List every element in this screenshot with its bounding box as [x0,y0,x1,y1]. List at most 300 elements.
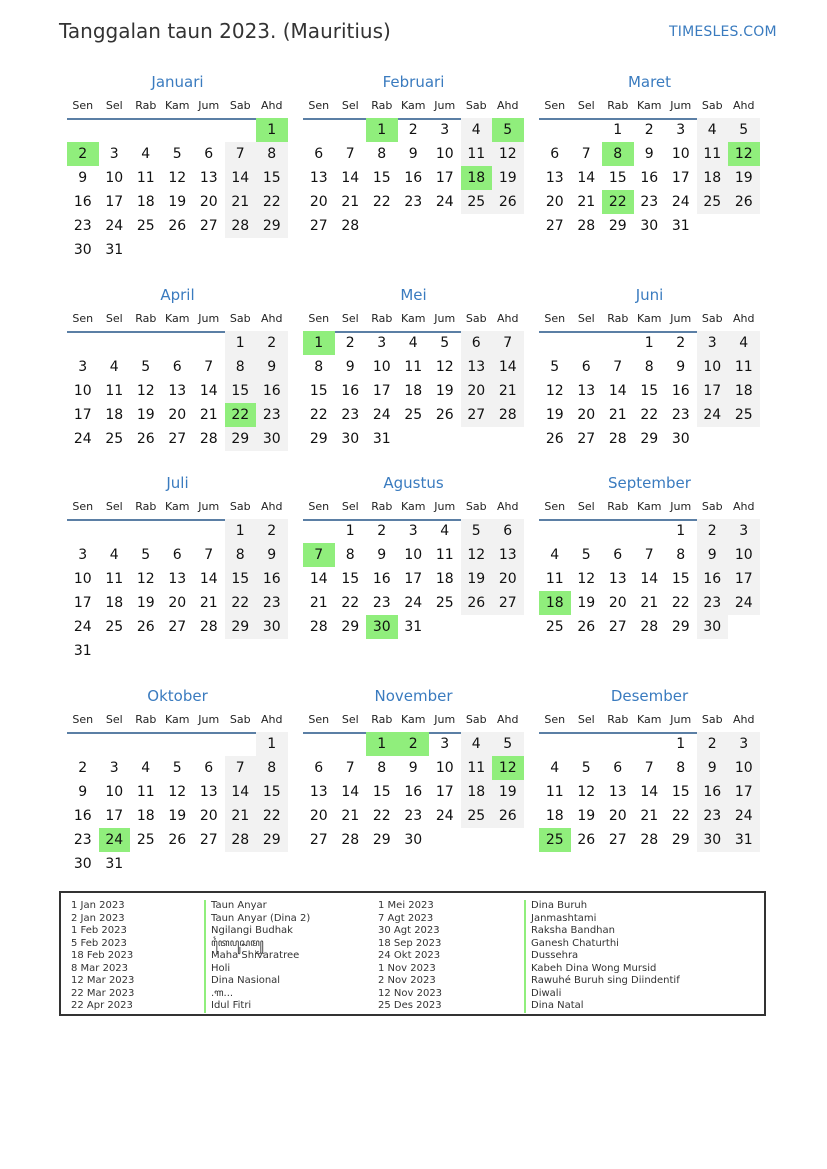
day-cell: 4 [141,146,151,162]
weekday-label: Rab [371,500,393,513]
legend-holiday-name: Dina Natal [524,1000,680,1013]
day-cell: 17 [372,383,391,399]
day-cell: 26 [168,832,187,848]
day-cell: 13 [461,355,493,379]
day-cell: 26 [577,619,596,635]
holiday-day-cell: 22 [225,403,257,427]
day-cell: 18 [697,166,729,190]
day-cell: 8 [314,359,324,375]
day-cell: 27 [461,403,493,427]
weekday-label: Sen [72,312,94,325]
legend-date: 30 Agt 2023 [378,925,440,936]
day-cell: 23 [341,407,360,423]
day-cell: 20 [577,407,596,423]
month-name: Desember [610,687,689,705]
day-cell: 16 [671,383,690,399]
day-cell: 3 [109,760,119,776]
day-cell: 27 [492,591,524,615]
day-cell: 9 [256,543,288,567]
day-cell: 6 [172,359,182,375]
day-cell: 2 [644,122,654,138]
weekday-label: Ahd [733,500,755,513]
legend-date: 8 Mar 2023 [71,962,129,974]
day-cell: 8 [225,543,257,567]
day-cell: 23 [256,403,288,427]
day-cell: 9 [676,359,686,375]
holiday-day-cell: 12 [728,142,760,166]
day-cell: 11 [461,756,493,780]
day-cell: 15 [225,567,257,591]
day-cell: 3 [676,122,686,138]
day-cell: 12 [577,784,596,800]
weekday-header [67,312,288,328]
holiday-day-cell: 22 [602,190,634,214]
day-cell: 16 [404,170,423,186]
legend-holiday-name: Taun Anyar (Dina 2) [204,913,310,926]
day-cell: 16 [256,567,288,591]
day-cell: 23 [404,194,423,210]
day-cell: 10 [105,784,124,800]
weekday-label: Sen [544,312,566,325]
day-cell: 23 [671,407,690,423]
day-cell: 22 [372,194,391,210]
day-cell: 14 [341,784,360,800]
day-cell: 28 [199,619,218,635]
weekday-label: Sab [229,500,251,513]
day-cell: 25 [136,218,155,234]
day-cell: 23 [372,595,391,611]
day-cell: 28 [640,619,659,635]
day-cell: 19 [136,407,155,423]
weekday-label: Ahd [497,500,519,513]
day-cell: 11 [136,784,155,800]
day-cell: 29 [640,431,659,447]
legend-holiday-name: Holi [204,963,310,976]
day-cell: 29 [225,615,257,639]
day-cell: 20 [608,595,627,611]
day-cell: 4 [141,760,151,776]
day-cell: 10 [671,146,690,162]
day-cell: 19 [435,383,454,399]
day-cell: 4 [109,547,119,563]
weekday-label: Jum [670,312,692,325]
day-cell: 20 [199,808,218,824]
day-cell: 30 [341,431,360,447]
day-cell: 5 [728,118,760,142]
day-cell: 23 [73,832,92,848]
day-cell: 18 [136,808,155,824]
day-cell: 27 [577,431,596,447]
weekday-label: Sab [465,312,487,325]
day-cell: 20 [199,194,218,210]
weekday-label: Jum [198,713,220,726]
day-cell: 5 [581,547,591,563]
day-cell: 6 [581,359,591,375]
day-cell: 1 [676,523,686,539]
day-cell: 22 [256,190,288,214]
legend-date: 24 Okt 2023 [378,950,441,961]
day-cell: 24 [404,595,423,611]
day-cell: 14 [225,166,257,190]
day-cell: 29 [372,832,391,848]
day-cell: 5 [581,760,591,776]
weekday-label: Kam [401,500,426,513]
day-cell: 27 [545,218,564,234]
weekday-label: Kam [165,312,190,325]
day-cell: 6 [204,146,214,162]
holiday-day-cell: 1 [256,118,288,142]
legend-date: 5 Feb 2023 [71,937,127,949]
day-cell: 14 [341,170,360,186]
day-cell: 29 [671,832,690,848]
day-cell: 17 [105,194,124,210]
weekday-label: Sel [577,500,595,513]
day-cell: 2 [697,732,729,756]
weekday-label: Jum [670,713,692,726]
day-cell: 13 [492,543,524,567]
day-cell: 14 [199,383,218,399]
day-cell: 30 [73,856,92,872]
day-cell: 1 [345,523,355,539]
day-cell: 6 [461,331,493,355]
day-cell: 19 [545,407,564,423]
day-cell: 13 [309,170,328,186]
day-cell: 4 [461,732,493,756]
day-cell: 8 [256,756,288,780]
day-cell: 13 [545,170,564,186]
weekday-header [67,99,288,115]
day-cell: 28 [309,619,328,635]
day-cell: 3 [78,359,88,375]
weekday-label: Jum [670,99,692,112]
day-cell: 6 [314,146,324,162]
day-cell: 24 [105,218,124,234]
day-cell: 20 [168,407,187,423]
day-cell: 7 [492,331,524,355]
day-cell: 21 [199,407,218,423]
day-cell: 31 [671,218,690,234]
legend-holiday-name: Maha Shivaratree [204,950,310,963]
day-cell: 19 [168,194,187,210]
day-cell: 23 [73,218,92,234]
weekday-header [539,500,760,516]
weekday-label: Ahd [733,312,755,325]
day-cell: 23 [697,804,729,828]
day-cell: 5 [141,359,151,375]
day-cell: 4 [550,547,560,563]
day-cell: 21 [640,595,659,611]
weekday-label: Ahd [261,312,283,325]
weekday-label: Sel [577,312,595,325]
day-cell: 26 [168,218,187,234]
day-cell: 29 [225,427,257,451]
day-cell: 10 [728,756,760,780]
day-cell: 7 [581,146,591,162]
month-name: November [374,687,453,705]
day-cell: 3 [728,732,760,756]
weekday-label: Jum [198,99,220,112]
weekday-label: Rab [135,713,157,726]
legend-date: 22 Apr 2023 [71,1000,133,1011]
day-cell: 23 [640,194,659,210]
day-cell: 1 [644,335,654,351]
day-cell: 31 [404,619,423,635]
weekday-label: Sab [229,713,251,726]
day-cell: 10 [697,355,729,379]
day-cell: 9 [256,355,288,379]
weekday-label: Sen [544,713,566,726]
weekday-header [303,312,524,328]
weekday-label: Kam [165,713,190,726]
legend-date: 1 Jan 2023 [71,900,125,911]
day-cell: 31 [728,828,760,852]
day-cell: 21 [341,808,360,824]
day-cell: 10 [404,547,423,563]
day-cell: 28 [199,431,218,447]
day-cell: 9 [345,359,355,375]
day-cell: 17 [435,784,454,800]
weekday-label: Kam [637,99,662,112]
day-cell: 30 [404,832,423,848]
day-cell: 11 [404,359,423,375]
weekday-label: Jum [670,500,692,513]
day-cell: 15 [309,383,328,399]
legend-date: 18 Sep 2023 [378,937,442,949]
day-cell: 21 [199,595,218,611]
weekday-label: Jum [434,99,456,112]
day-cell: 22 [225,591,257,615]
weekday-label: Sel [341,713,359,726]
day-cell: 19 [577,595,596,611]
day-cell: 18 [105,407,124,423]
day-cell: 12 [168,784,187,800]
day-cell: 2 [377,523,387,539]
day-cell: 13 [168,383,187,399]
day-cell: 8 [377,760,387,776]
day-cell: 29 [309,431,328,447]
day-cell: 20 [492,567,524,591]
day-cell: 26 [435,407,454,423]
weekday-label: Rab [371,99,393,112]
day-cell: 3 [440,736,450,752]
day-cell: 19 [461,567,493,591]
day-cell: 10 [435,146,454,162]
weekday-label: Jum [198,500,220,513]
day-cell: 14 [608,383,627,399]
weekday-header [539,312,760,328]
day-cell: 28 [225,828,257,852]
day-cell: 3 [440,122,450,138]
day-cell: 15 [225,379,257,403]
day-cell: 24 [728,804,760,828]
day-cell: 6 [492,519,524,543]
day-cell: 19 [577,808,596,824]
day-cell: 8 [676,547,686,563]
day-cell: 29 [608,218,627,234]
legend-holiday-name: Dina Buruh [524,900,680,913]
legend-dates-column-1 [71,900,134,1013]
day-cell: 18 [435,571,454,587]
weekday-label: Sab [465,99,487,112]
month-name: Mei [400,286,427,304]
day-cell: 23 [404,808,423,824]
header-rule [67,732,288,734]
day-cell: 26 [577,832,596,848]
legend-holiday-name: Kabeh Dina Wong Mursid [524,963,680,976]
holiday-day-cell: 24 [99,828,131,852]
day-cell: 19 [492,166,524,190]
day-cell: 10 [372,359,391,375]
day-cell: 21 [225,804,257,828]
day-cell: 27 [168,619,187,635]
weekday-header [67,713,288,729]
day-cell: 1 [225,331,257,355]
day-cell: 27 [608,832,627,848]
day-cell: 4 [461,118,493,142]
day-cell: 11 [105,571,124,587]
day-cell: 17 [435,170,454,186]
legend-dates-column-2 [378,900,442,1013]
day-cell: 17 [728,567,760,591]
day-cell: 15 [671,571,690,587]
month-name: Juli [166,474,189,492]
day-cell: 7 [613,359,623,375]
day-cell: 7 [644,547,654,563]
day-cell: 11 [728,355,760,379]
legend-holiday-name: Raksha Bandhan [524,925,680,938]
day-cell: 9 [78,170,88,186]
day-cell: 30 [640,218,659,234]
day-cell: 24 [73,431,92,447]
legend-holiday-name: Diwali [524,988,680,1001]
legend-date: 1 Nov 2023 [378,962,436,974]
weekday-label: Kam [165,500,190,513]
day-cell: 8 [256,142,288,166]
day-cell: 25 [105,619,124,635]
weekday-label: Ahd [733,99,755,112]
day-cell: 3 [109,146,119,162]
weekday-label: Sen [308,99,330,112]
weekday-label: Sen [72,500,94,513]
day-cell: 28 [341,832,360,848]
weekday-label: Sel [341,500,359,513]
day-cell: 15 [341,571,360,587]
holiday-day-cell: 18 [539,591,571,615]
day-cell: 10 [435,760,454,776]
day-cell: 24 [728,591,760,615]
day-cell: 25 [545,619,564,635]
day-cell: 4 [550,760,560,776]
day-cell: 12 [136,571,155,587]
weekday-header [539,99,760,115]
day-cell: 5 [141,547,151,563]
weekday-label: Ahd [733,713,755,726]
day-cell: 26 [136,431,155,447]
day-cell: 19 [492,780,524,804]
weekday-label: Sab [465,500,487,513]
day-cell: 20 [461,379,493,403]
day-cell: 25 [728,403,760,427]
holiday-day-cell: 25 [539,828,571,852]
day-cell: 24 [73,619,92,635]
weekday-label: Sel [341,312,359,325]
day-cell: 13 [608,784,627,800]
month-name: Maret [627,73,672,91]
day-cell: 7 [644,760,654,776]
day-cell: 24 [697,403,729,427]
day-cell: 16 [256,379,288,403]
weekday-label: Sab [701,500,723,513]
day-cell: 30 [671,431,690,447]
day-cell: 2 [78,760,88,776]
weekday-label: Jum [198,312,220,325]
day-cell: 17 [697,379,729,403]
day-cell: 17 [404,571,423,587]
day-cell: 8 [225,355,257,379]
day-cell: 26 [728,190,760,214]
day-cell: 17 [73,407,92,423]
day-cell: 2 [345,335,355,351]
day-cell: 2 [408,122,418,138]
weekday-label: Ahd [261,99,283,112]
day-cell: 7 [345,760,355,776]
weekday-label: Ahd [261,713,283,726]
day-cell: 22 [309,407,328,423]
day-cell: 24 [435,194,454,210]
day-cell: 17 [728,780,760,804]
weekday-label: Rab [135,312,157,325]
day-cell: 6 [314,760,324,776]
day-cell: 25 [136,832,155,848]
day-cell: 2 [697,519,729,543]
day-cell: 13 [199,170,218,186]
weekday-label: Sel [577,99,595,112]
day-cell: 9 [644,146,654,162]
day-cell: 27 [309,218,328,234]
day-cell: 29 [256,828,288,852]
day-cell: 3 [78,547,88,563]
day-cell: 31 [105,242,124,258]
day-cell: 2 [256,519,288,543]
brand-link[interactable]: TIMESLES.COM [669,24,777,40]
day-cell: 25 [461,804,493,828]
month-name: April [160,286,195,304]
day-cell: 25 [435,595,454,611]
day-cell: 23 [256,591,288,615]
day-cell: 15 [256,166,288,190]
day-cell: 6 [613,760,623,776]
weekday-label: Sen [544,99,566,112]
legend-holiday-name: Ngilangi Budhak [204,925,310,938]
day-cell: 16 [372,571,391,587]
day-cell: 9 [697,543,729,567]
day-cell: 20 [168,595,187,611]
day-cell: 8 [676,760,686,776]
day-cell: 18 [105,595,124,611]
holiday-day-cell: 12 [492,756,524,780]
day-cell: 30 [697,615,729,639]
day-cell: 27 [608,619,627,635]
holiday-day-cell: 2 [398,732,430,756]
day-cell: 10 [73,571,92,587]
day-cell: 28 [492,403,524,427]
day-cell: 19 [136,595,155,611]
day-cell: 26 [461,591,493,615]
day-cell: 7 [204,359,214,375]
day-cell: 14 [309,571,328,587]
legend-date: 25 Des 2023 [378,1000,442,1011]
day-cell: 7 [345,146,355,162]
